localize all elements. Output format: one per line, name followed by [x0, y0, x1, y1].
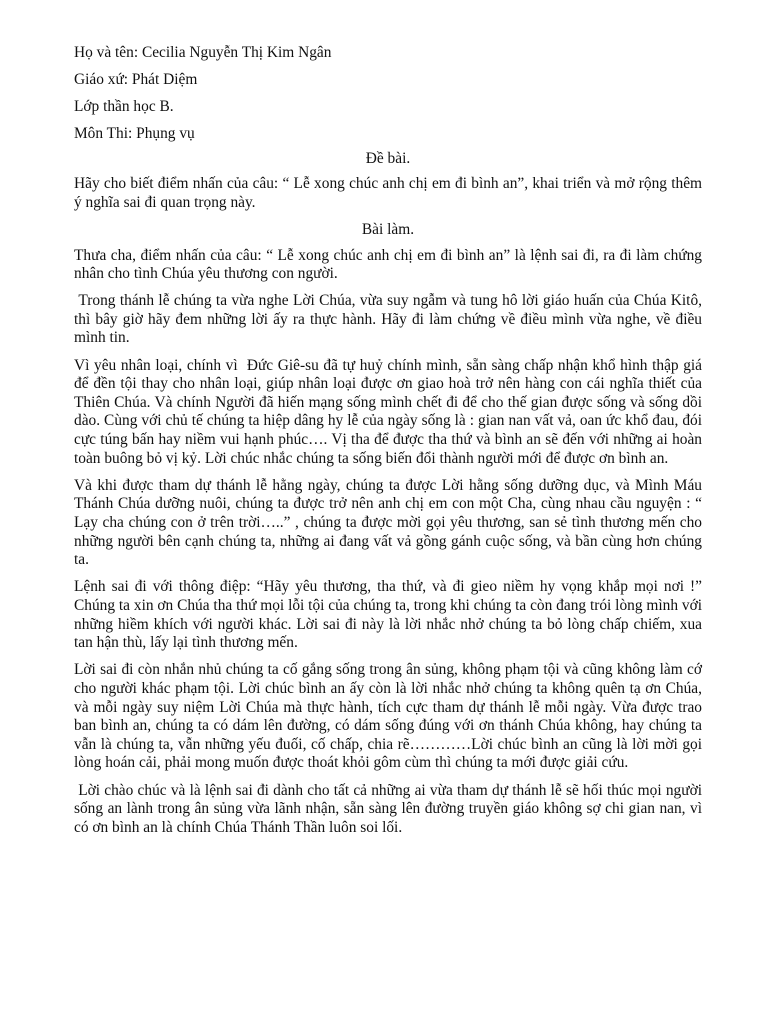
exam-subject: Môn Thi: Phụng vụ	[74, 124, 195, 142]
question-heading: Đề bài.	[365, 149, 411, 167]
answer-paragraph-6: Lời sai đi còn nhắn nhủ chúng ta cố gắng sống trong ân sủng, không phạm tội và cũng không làm cớ cho người khác phạm tội. Lời chúc bình an ấy còn là lời nhắc nhở chúng ta không quên tạ ơn Chúa, và mỗi ngày suy niệm Lời Chúa mà thực hành, tích cực tham dự thánh lễ mỗi ngày. Vừa được trao ban bình an, chúng ta có dám lên đường, có dám sống đúng với ơn thánh Chúa không, hay chúng ta vẫn là chúng ta, vẫn những yếu đuối, cố chấp, chia rẽ…………Lời chúc bình an cũng là lời mời gọi lòng hoán cải, phải mong muốn được thoát khỏi gôm cùm thì chúng ta mới được giải cứu.	[74, 661, 706, 772]
answer-paragraph-3: Vì yêu nhân loại, chính vì Đức Giê-su đã tự huỷ chính mình, sẵn sàng chấp nhận khổ hình thập giá để đền tội thay cho nhân loại, giúp nhân loại được ơn giao hoà trở nên hàng con cái nghĩa thiết của Thiên Chúa. Và chính Người đã hiến mạng sống mình chết đi để cho thế gian được sống và sống dồi dào. Cùng với chủ tế chúng ta hiệp dâng hy lễ của ngày sống là : gian nan vất vả, oan ức khổ đau, đói cực túng bấn hay niềm vui hạnh phúc…. Vị tha để được tha thứ và bình an sẽ đến với những ai hoàn toàn buông bỏ vị kỷ. Lời chúc nhắc chúng ta sống biến đổi thành người mới để được ơn bình an.	[74, 356, 706, 467]
document-page	[74, 44, 706, 846]
parish: Giáo xứ: Phát Diệm	[74, 70, 198, 88]
answer-paragraph-2: Trong thánh lễ chúng ta vừa nghe Lời Chúa, vừa suy ngẫm và tung hô lời giáo huấn của Chúa Kitô, thì bây giờ hãy đem những lời ấy ra thực hành. Hãy đi làm chứng về điều mình vừa nghe, về điều mình tin.	[74, 292, 706, 347]
answer-paragraph-7: Lời chào chúc và là lệnh sai đi dành cho tất cả những ai vừa tham dự thánh lễ sẽ hối thúc mọi người sống an lành trong ân sủng vừa lãnh nhận, sẵn sàng lên đường truyền giáo không sợ chi gian nan, vì có ơn bình an là chính Chúa Thánh Thần luôn soi lối.	[74, 781, 706, 836]
student-name: Họ và tên: Cecilia Nguyễn Thị Kim Ngân	[74, 44, 332, 61]
answer-paragraph-4: Và khi được tham dự thánh lễ hằng ngày, chúng ta được Lời hằng sống dưỡng dục, và Mình Máu Thánh Chúa dưỡng nuôi, chúng ta được trở nên anh chị em con một Cha, cùng nhau cầu nguyện : “ Lạy cha chúng con ở trên trời…..” , chúng ta được mời gọi yêu thương, san sẻ tình thương mến cho những người bên cạnh chúng ta, những ai đang vất vả gồng gánh cuộc sống, và bần cùng hơn chúng ta.	[74, 476, 706, 569]
answer-paragraph-1: Thưa cha, điểm nhấn của câu: “ Lễ xong chúc anh chị em đi bình an” là lệnh sai đi, ra đi làm chứng nhân cho tình Chúa yêu thương con người.	[74, 246, 706, 283]
answer-paragraph-5: Lệnh sai đi với thông điệp: “Hãy yêu thương, tha thứ, và đi gieo niềm hy vọng khắp mọi nơi !” Chúng ta xin ơn Chúa tha thứ mọi lỗi tội của chúng ta, trong khi chúng ta còn đang trói lòng mình với những hiềm khích với người khác. Lời sai đi này là lời nhắc nhở chúng ta bỏ lòng chấp chiếm, xua tan hận thù, lấy lại tình thương mến.	[74, 578, 706, 652]
answer-heading: Bài làm.	[361, 220, 415, 238]
class-name: Lớp thần học B.	[74, 97, 174, 115]
question-text: Hãy cho biết điểm nhấn của câu: “ Lễ xong chúc anh chị em đi bình an”, khai triển và mở rộng thêm ý nghĩa sai đi quan trọng này.	[74, 175, 702, 211]
